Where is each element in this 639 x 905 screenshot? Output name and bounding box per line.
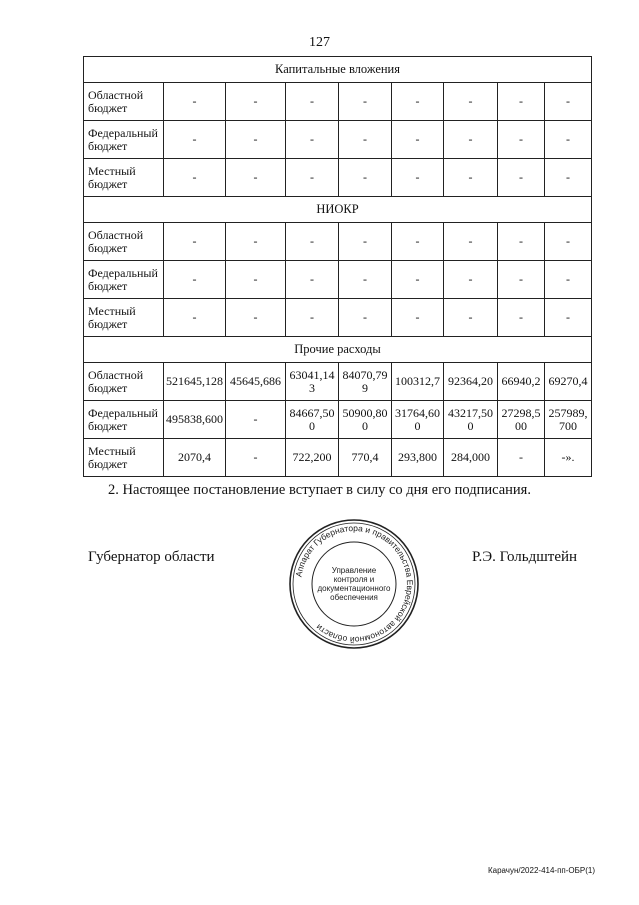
stamp-center-text: Управление контроля и документационного обеспечения bbox=[317, 566, 391, 602]
budget-table bbox=[83, 56, 592, 477]
table-cell: - bbox=[392, 299, 444, 337]
signatory-title: Губернатор области bbox=[88, 549, 215, 565]
row-label: Местный бюджет bbox=[84, 439, 164, 477]
table-cell: - bbox=[444, 83, 498, 121]
table-cell: - bbox=[286, 83, 339, 121]
row-label: Областной бюджет bbox=[84, 83, 164, 121]
table-cell: - bbox=[545, 223, 592, 261]
table-cell: 521645,128 bbox=[164, 363, 226, 401]
table-cell: - bbox=[226, 261, 286, 299]
section-header-row bbox=[84, 57, 592, 83]
table-cell: 84070,799 bbox=[339, 363, 392, 401]
table-cell: - bbox=[226, 401, 286, 439]
table-cell: - bbox=[392, 261, 444, 299]
table-cell: - bbox=[339, 83, 392, 121]
table-cell: - bbox=[444, 223, 498, 261]
signatory-name: Р.Э. Гольдштейн bbox=[472, 549, 578, 565]
table-cell: - bbox=[498, 121, 545, 159]
table-cell: 45645,686 bbox=[226, 363, 286, 401]
table-cell: - bbox=[164, 121, 226, 159]
table-cell: 43217,500 bbox=[444, 401, 498, 439]
table-cell: - bbox=[339, 121, 392, 159]
table-cell: - bbox=[498, 159, 545, 197]
table-cell: - bbox=[286, 121, 339, 159]
section-header-row bbox=[84, 337, 592, 363]
table-cell: - bbox=[164, 83, 226, 121]
closing-statement: 2. Настоящее постановление вступает в силу со дня его подписания. bbox=[108, 482, 531, 498]
table-cell: 84667,500 bbox=[286, 401, 339, 439]
table-cell: - bbox=[498, 223, 545, 261]
table-cell: -». bbox=[545, 439, 592, 477]
table-cell: 31764,600 bbox=[392, 401, 444, 439]
stamp-ring-text: Аппарат Губернатора и правительства Еврейской автономной области bbox=[293, 522, 416, 646]
table-row bbox=[84, 261, 592, 299]
table-cell: - bbox=[392, 159, 444, 197]
table-cell: 92364,20 bbox=[444, 363, 498, 401]
table-cell: 27298,500 bbox=[498, 401, 545, 439]
table-row bbox=[84, 439, 592, 477]
table-cell: 293,800 bbox=[392, 439, 444, 477]
table-cell: - bbox=[286, 223, 339, 261]
table-cell: - bbox=[339, 261, 392, 299]
table-cell: - bbox=[545, 121, 592, 159]
table-row bbox=[84, 121, 592, 159]
table-cell: - bbox=[444, 159, 498, 197]
table-cell: 63041,143 bbox=[286, 363, 339, 401]
official-stamp bbox=[288, 518, 420, 650]
table-cell: - bbox=[444, 121, 498, 159]
table-cell: - bbox=[286, 299, 339, 337]
section-title: Прочие расходы bbox=[84, 337, 592, 363]
table-cell: - bbox=[545, 83, 592, 121]
table-row bbox=[84, 83, 592, 121]
table-cell: - bbox=[164, 299, 226, 337]
table-cell: 100312,7 bbox=[392, 363, 444, 401]
table-cell: - bbox=[545, 261, 592, 299]
table-cell: 69270,4 bbox=[545, 363, 592, 401]
table-cell: - bbox=[498, 439, 545, 477]
table-cell: - bbox=[286, 261, 339, 299]
table-cell: 50900,800 bbox=[339, 401, 392, 439]
table-cell: 66940,2 bbox=[498, 363, 545, 401]
table-cell: - bbox=[545, 159, 592, 197]
row-label: Федеральный бюджет bbox=[84, 401, 164, 439]
row-label: Областной бюджет bbox=[84, 363, 164, 401]
page-number: 127 bbox=[309, 35, 330, 50]
table-cell: - bbox=[226, 159, 286, 197]
table-cell: - bbox=[392, 83, 444, 121]
table-cell: - bbox=[164, 159, 226, 197]
row-label: Местный бюджет bbox=[84, 159, 164, 197]
table-cell: - bbox=[164, 223, 226, 261]
table-cell: - bbox=[444, 261, 498, 299]
table-row bbox=[84, 299, 592, 337]
table-cell: - bbox=[226, 83, 286, 121]
table-cell: - bbox=[226, 121, 286, 159]
table-cell: 770,4 bbox=[339, 439, 392, 477]
table-cell: 284,000 bbox=[444, 439, 498, 477]
table-row bbox=[84, 363, 592, 401]
table-cell: 257989,700 bbox=[545, 401, 592, 439]
table-cell: - bbox=[286, 159, 339, 197]
table-cell: - bbox=[226, 439, 286, 477]
table-cell: - bbox=[498, 261, 545, 299]
row-label: Федеральный бюджет bbox=[84, 121, 164, 159]
table-cell: - bbox=[392, 223, 444, 261]
table-cell: - bbox=[498, 299, 545, 337]
row-label: Областной бюджет bbox=[84, 223, 164, 261]
table-row bbox=[84, 159, 592, 197]
document-code: Карачун/2022-414-пп-ОБР(1) bbox=[487, 866, 595, 875]
section-header-row bbox=[84, 197, 592, 223]
table-cell: - bbox=[545, 299, 592, 337]
table-cell: - bbox=[226, 299, 286, 337]
section-title: НИОКР bbox=[84, 197, 592, 223]
table-cell: - bbox=[339, 299, 392, 337]
table-cell: 495838,600 bbox=[164, 401, 226, 439]
table-cell: - bbox=[339, 159, 392, 197]
section-title: Капитальные вложения bbox=[84, 57, 592, 83]
table-cell: - bbox=[444, 299, 498, 337]
table-row bbox=[84, 223, 592, 261]
table-cell: - bbox=[164, 261, 226, 299]
row-label: Местный бюджет bbox=[84, 299, 164, 337]
row-label: Федеральный бюджет bbox=[84, 261, 164, 299]
table-cell: - bbox=[498, 83, 545, 121]
table-cell: 2070,4 bbox=[164, 439, 226, 477]
table-cell: - bbox=[226, 223, 286, 261]
table-cell: - bbox=[392, 121, 444, 159]
table-cell: - bbox=[339, 223, 392, 261]
table-row bbox=[84, 401, 592, 439]
table-cell: 722,200 bbox=[286, 439, 339, 477]
